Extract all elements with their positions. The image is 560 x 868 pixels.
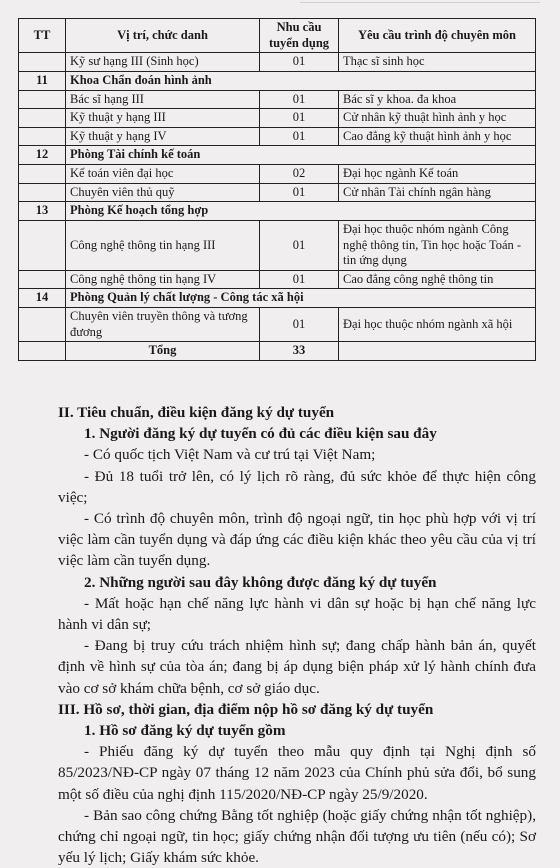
row-tt [19,308,66,342]
row-tt: 14 [19,289,66,308]
row-tt: 13 [19,202,66,221]
section-2-title: II. Tiêu chuẩn, điều kiện đăng ký dự tuyển [58,404,335,421]
row-position: Kế toán viên đại học [66,165,260,184]
department-row [19,71,536,90]
paragraph: - Mất hoặc hạn chế năng lực hành vi dân sự hoặc bị hạn chế năng lực hành vi dân sự; [58,594,536,634]
header-requirement: Yêu cầu trình độ chuyên môn [339,19,536,53]
recruitment-table [18,18,536,361]
row-qty: 01 [260,183,339,202]
department-name: Phòng Tài chính kế toán [66,146,536,165]
row-qty: 01 [260,127,339,146]
table-row [19,183,536,202]
row-tt: 12 [19,146,66,165]
department-name: Phòng Quản lý chất lượng - Công tác xã hội [66,289,536,308]
paragraph: - Phiếu đăng ký dự tuyển theo mẫu quy định tại Nghị định số 85/2023/NĐ-CP ngày 07 tháng 12 năm 2023 của Chính phủ sửa đổi, bổ sung một số điều của nghị định 115/2020/NĐ-CP ngày 25/9/2020. [58,743,536,803]
row-requirement: Cử nhân kỹ thuật hình ảnh y học [339,109,536,128]
header-position: Vị trí, chức danh [66,19,260,53]
department-name: Phòng Kế hoạch tổng hợp [66,202,536,221]
paragraph: - Đang bị truy cứu trách nhiệm hình sự; đang chấp hành bản án, quyết định về hình sự của tòa án; đang bị áp dụng biện pháp xử lý hành chính đưa vào cơ sở khám chữa bệnh, cơ sở giáo dục. [58,637,536,697]
row-requirement: Cao đẳng công nghệ thông tin [339,270,536,289]
document-body [58,402,536,868]
row-tt [19,220,66,270]
table-row [19,90,536,109]
total-value: 33 [260,342,339,361]
table-row [19,109,536,128]
row-position: Bác sĩ hạng III [66,90,260,109]
department-name: Khoa Chẩn đoán hình ảnh [66,71,536,90]
row-tt [19,183,66,202]
row-position: Công nghệ thông tin hạng III [66,220,260,270]
row-qty: 01 [260,220,339,270]
row-tt [19,109,66,128]
table-row [19,270,536,289]
table-row [19,165,536,184]
department-row [19,202,536,221]
paragraph: - Có trình độ chuyên môn, trình độ ngoại ngữ, tin học phù hợp với vị trí việc làm cần tuyển dụng và đáp ứng các điều kiện khác theo yêu cầu của vị trí việc làm cần tuyển dụng. [58,510,536,570]
row-position: Kỹ sư hạng III (Sinh học) [66,53,260,72]
row-qty: 02 [260,165,339,184]
row-tt [19,270,66,289]
row-tt [19,127,66,146]
section-3-title: III. Hồ sơ, thời gian, địa điểm nộp hồ sơ đăng ký dự tuyển [58,700,434,718]
row-requirement: Đại học ngành Kế toán [339,165,536,184]
department-row [19,146,536,165]
total-row [19,342,536,361]
row-tt [19,165,66,184]
paragraph: - Đủ 18 tuổi trở lên, có lý lịch rõ ràng, đủ sức khỏe để thực hiện công việc; [58,467,536,506]
row-qty: 01 [260,90,339,109]
table-row [19,308,536,342]
paragraph: - Bản sao công chứng Bằng tốt nghiệp (hoặc giấy chứng nhận tốt nghiệp), chứng chỉ ngoại ngữ, tin học; giấy chứng nhận đối tượng ưu tiên (nếu có); Sơ yếu lý lịch; Giấy khám sức khỏe. [58,806,536,867]
row-qty: 01 [260,308,339,342]
table-row [19,53,536,72]
row-qty: 01 [260,109,339,128]
table-header-row [19,19,536,53]
row-requirement: Bác sĩ y khoa. đa khoa [339,90,536,109]
total-tt-cell [19,342,66,361]
row-position: Chuyên viên thủ quỹ [66,183,260,202]
section-2-1-title: 1. Người đăng ký dự tuyển có đủ các điều kiện sau đây [84,425,437,443]
header-demand: Nhu cầu tuyển dụng [260,19,339,53]
row-requirement: Đại học thuộc nhóm ngành xã hội [339,308,536,342]
section-2-2-title: 2. Những người sau đây không được đăng ký dự tuyển [84,573,437,591]
bleed-through-decoration [300,2,540,13]
row-requirement: Cử nhân Tài chính ngân hàng [339,183,536,202]
row-requirement: Thạc sĩ sinh học [339,53,536,72]
row-position: Kỹ thuật y hạng IV [66,127,260,146]
table-row [19,127,536,146]
row-position: Kỹ thuật y hạng III [66,109,260,128]
row-requirement: Đại học thuộc nhóm ngành Công nghệ thông tin, Tin học hoặc Toán -tin ứng dụng [339,220,536,270]
row-tt [19,90,66,109]
row-requirement: Cao đẳng kỹ thuật hình ảnh y học [339,127,536,146]
row-position: Chuyên viên truyền thông và tương đương [66,308,260,342]
row-qty: 01 [260,53,339,72]
row-position: Công nghệ thông tin hạng IV [66,270,260,289]
row-tt [19,53,66,72]
row-tt: 11 [19,71,66,90]
total-empty-cell [339,342,536,361]
section-3-1-title: 1. Hồ sơ đăng ký dự tuyển gồm [84,722,286,740]
department-row [19,289,536,308]
row-qty: 01 [260,270,339,289]
paragraph: - Có quốc tịch Việt Nam và cư trú tại Việt Nam; [84,446,376,464]
total-label: Tổng [66,342,260,361]
header-tt: TT [19,19,66,53]
table-row [19,220,536,270]
